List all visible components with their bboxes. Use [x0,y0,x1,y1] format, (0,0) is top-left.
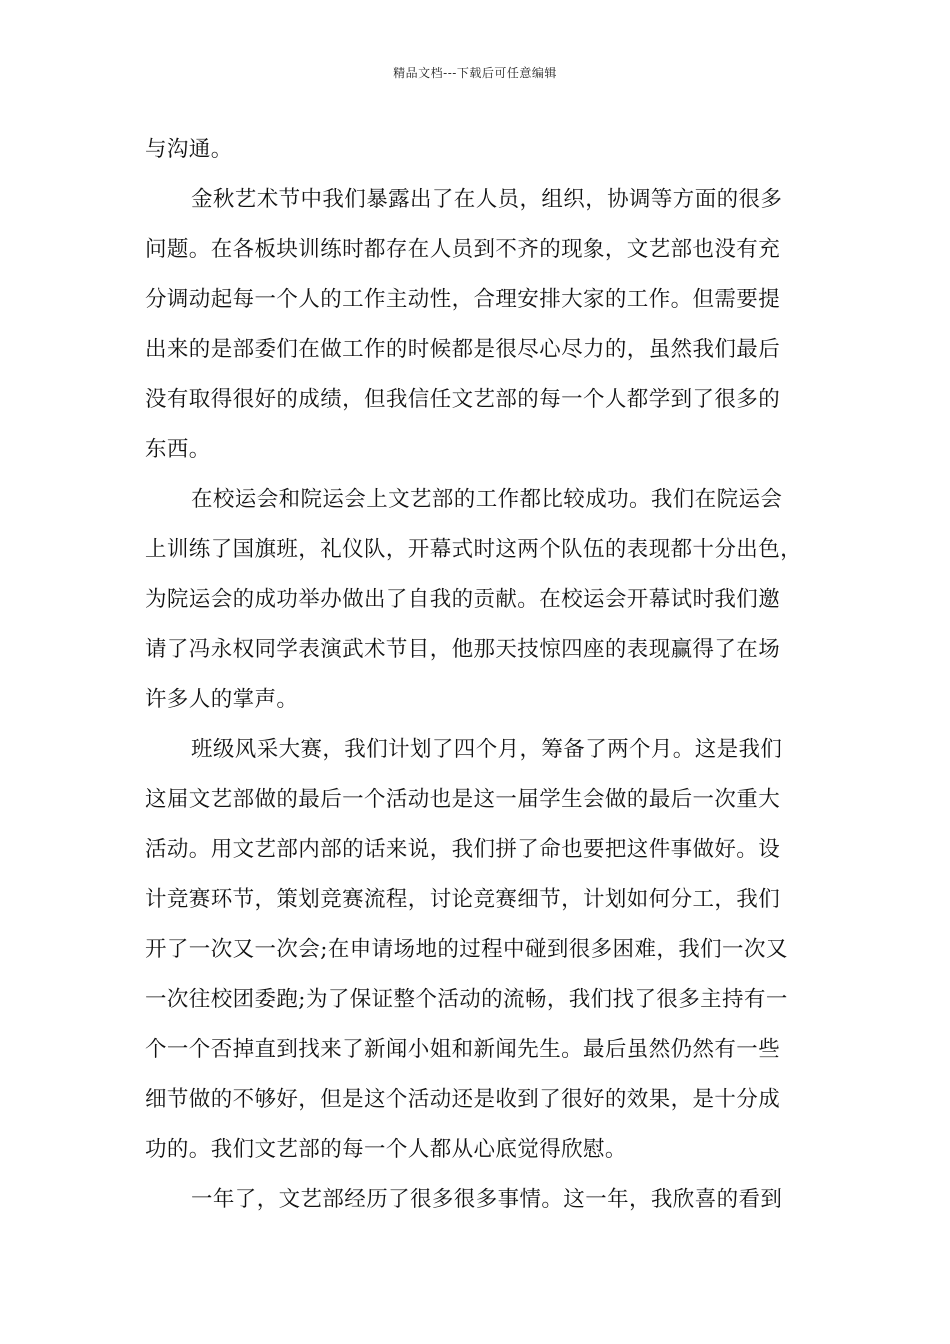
text-line: 问题。在各板块训练时都存在人员到不齐的现象，文艺部也没有充 [145,237,781,262]
text-line: 这届文艺部做的最后一个活动也是这一届学生会做的最后一次重大 [145,787,781,812]
text-line: 细节做的不够好，但是这个活动还是收到了很好的效果，是十分成 [145,1087,781,1112]
text-line: 计竞赛环节，策划竞赛流程，讨论竞赛细节，计划如何分工，我们 [145,887,781,912]
paragraph-first-line: 金秋艺术节中我们暴露出了在人员，组织，协调等方面的很多 [191,187,783,212]
text-line: 没有取得很好的成绩，但我信任文艺部的每一个人都学到了很多的 [145,387,781,412]
text-line: 分调动起每一个人的工作主动性，合理安排大家的工作。但需要提 [145,287,781,312]
paragraph-first-line: 一年了，文艺部经历了很多很多事情。这一年，我欣喜的看到 [191,1187,783,1212]
text-line: 功的。我们文艺部的每一个人都从心底觉得欣慰。 [145,1137,627,1162]
page-header: 精品文档---下载后可任意编辑 [393,66,557,80]
text-line: 与沟通。 [145,137,233,162]
text-line: 请了冯永权同学表演武术节目，他那天技惊四座的表现赢得了在场 [145,637,781,662]
text-line: 一次往校团委跑;为了保证整个活动的流畅，我们找了很多主持有一 [145,987,788,1012]
text-line: 东西。 [145,437,211,462]
text-line: 开了一次又一次会;在申请场地的过程中碰到很多困难，我们一次又 [145,937,788,962]
text-line: 为院运会的成功举办做出了自我的贡献。在校运会开幕试时我们邀 [145,587,781,612]
text-line: 出来的是部委们在做工作的时候都是很尽心尽力的，虽然我们最后 [145,337,781,362]
text-line: 活动。用文艺部内部的话来说，我们拼了命也要把这件事做好。设 [145,837,781,862]
paragraph-first-line: 在校运会和院运会上文艺部的工作都比较成功。我们在院运会 [191,487,783,512]
text-line: 个一个否掉直到找来了新闻小姐和新闻先生。最后虽然仍然有一些 [145,1037,781,1062]
text-line: 上训练了国旗班，礼仪队，开幕式时这两个队伍的表现都十分出色， [145,537,803,562]
document-body [145,125,810,1225]
text-line: 许多人的掌声。 [145,687,299,712]
paragraph-first-line: 班级风采大赛，我们计划了四个月，筹备了两个月。这是我们 [191,737,783,762]
